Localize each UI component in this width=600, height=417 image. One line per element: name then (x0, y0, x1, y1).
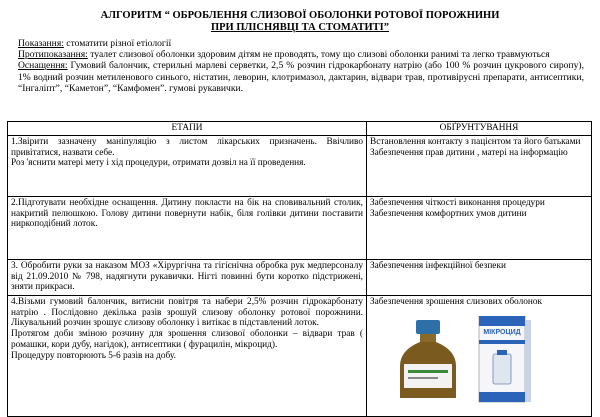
title-line-1: АЛГОРИТМ “ ОБРОБЛЕННЯ СЛИЗОВОЇ ОБОЛОНКИ РОТОВОЇ ПОРОЖНИНИ (100, 10, 500, 21)
equipment-text: Гумовий балончик, стерильні марлеві серветки, 2,5 % розчин гідрокарбонату натрію (або 100 % розчин цукрового сиропу), 1% водний розчин метиленового синього, ністатин, леворин, клотримазол, дактарин, відвари трав, противірусні препарати, антисептики, “Інгаліпт”, “Каметон”, “Камфомен”. гумові рукавички. (18, 60, 584, 94)
table-header-row (8, 122, 592, 136)
bottle-neck (420, 334, 436, 342)
stage-cell (8, 260, 367, 296)
header-justification: ОБҐРУНТУВАННЯ (367, 122, 592, 136)
indications-text: стоматити різної етіології (63, 38, 172, 49)
table-row (8, 260, 592, 296)
stage-text: 1.Звірити зазначену маніпуляцію з листом лікарських призначень. Ввічливо привітатися, назвати себе. (11, 137, 363, 158)
bottle-label (404, 364, 452, 388)
bottle-cap (416, 320, 440, 334)
equipment-label: Оснащення: (18, 60, 68, 72)
stage-text: 3. Обробити руки за наказом МОЗ «Хірургічна та гігієнічна обробка рук медперсоналу від 21.09.2010 № 798, надягнути рукавички. Нігті повинні бути коротко підстрижені, зняти прикраси. (11, 261, 363, 293)
stage-text: Протягом доби зміною розчину для зрошення слизової оболонки – відвари трав ( ромашки, кори дубу, нагідок), антисептики ( фурацилін, мікроцид). (11, 329, 363, 350)
box-vial (493, 354, 511, 384)
justification-text: Встановлення контакту з пацієнтом та його батьками (370, 137, 581, 147)
stage-cell (8, 197, 367, 260)
justification-text: Забезпечення зрошення слизових оболонок (370, 297, 543, 307)
microcid-box-icon (475, 316, 533, 404)
indications-label: Показання: (18, 38, 64, 49)
contraindications-label: Протипоказання: (18, 49, 88, 61)
stage-text: Роз 'яснити матері мету і хід процедури, отримати дозвіл на її проведення. (11, 158, 306, 169)
justification-cell (367, 197, 592, 260)
table-row (8, 296, 592, 417)
indications-paragraph (18, 38, 584, 49)
box-brand: МІКРОЦИД (483, 328, 521, 336)
stage-text: 2.Підготувати необхідне оснащення. Дитину покласти на бік на сповивальний столик, накритий пелюшкою. Голову дитини повернути набік, біля голівки дитини поставити ниркоподібний лоток. (11, 198, 363, 230)
contraindications-text: туалет слизової оболонки здоровим дітям не проводять, тому що слизові оболонки ранимі та легко травмуються (87, 49, 550, 61)
justification-text: Забезпечення інфекційної безпеки (370, 261, 506, 271)
justification-text: Забезпечення комфортних умов дитини (370, 208, 527, 219)
procedure-table (7, 121, 592, 417)
justification-text: Забезпечення прав дитини , матері на інформацію (370, 147, 568, 158)
justification-cell (367, 296, 592, 417)
header-stages: ЕТАПИ (8, 122, 367, 136)
table-row (8, 136, 592, 197)
justification-cell (367, 136, 592, 197)
meta-section (18, 38, 584, 94)
stage-cell (8, 136, 367, 197)
stage-text: Процедуру повторюють 5-6 разів на добу. (11, 350, 176, 361)
antiseptic-bottle-icon (388, 320, 468, 400)
justification-cell (367, 260, 592, 296)
table-row (8, 197, 592, 260)
stage-text: 4.Візьми гумовий балончик, витисни повітря та набери 2,5% розчин гідрокарбонату натрію . Послідовно декілька разів зрошуй слизову оболонку ротової порожнини. Лікувальний розчин зрошує слизову оболонку і витікає в підставлений лоток. (11, 297, 363, 329)
title-line-2: ПРИ ПЛІСНЯВЦІ ТА СТОМАТИТІ” (210, 22, 390, 33)
document-title (0, 10, 600, 34)
justification-text: Забезпечення чіткості виконання процедури (370, 198, 545, 208)
contraindications-paragraph (18, 49, 584, 60)
medication-photo (370, 310, 588, 402)
equipment-paragraph (18, 60, 584, 94)
stage-cell (8, 296, 367, 417)
